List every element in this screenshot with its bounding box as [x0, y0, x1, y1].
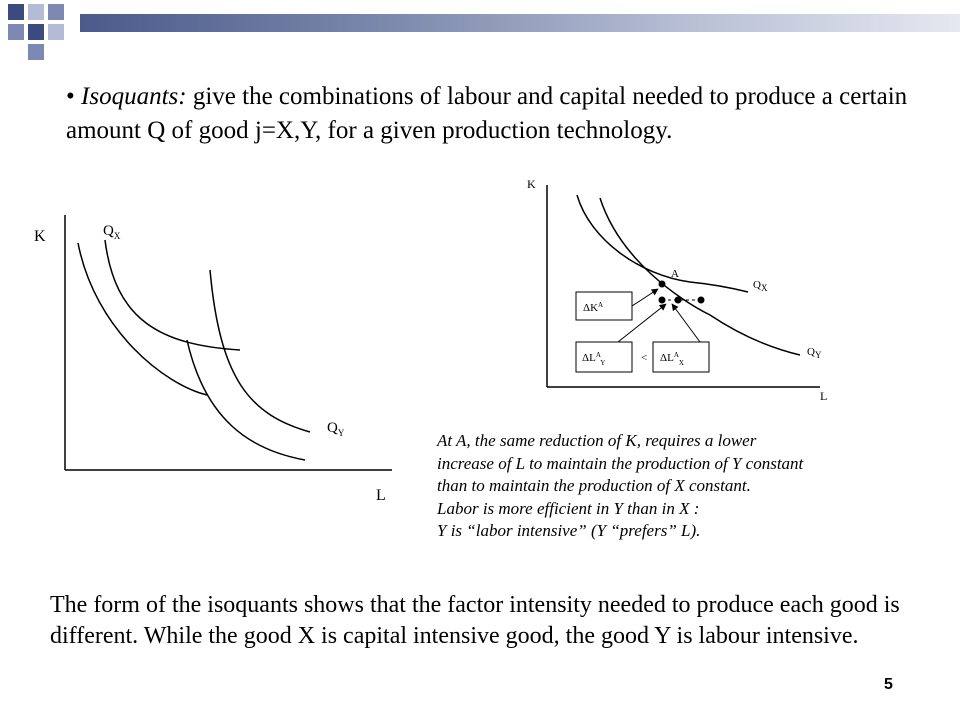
box-delta-ly-text: $\Delta L^A_Y$: [582, 351, 606, 367]
title-rest: give the combinations of labour and capital needed to produce a certain amount Q of good j=X,Y, for a given production technology.: [66, 83, 908, 144]
arrow-dk: [632, 289, 658, 306]
left-y-axis-label: K: [34, 228, 46, 245]
arrow-dlx: [672, 304, 700, 342]
left-qy-label: $Q_Y$: [327, 420, 345, 438]
note-line: At A, the same reduction of K, requires a lower: [437, 431, 757, 450]
right-qy-label: $Q_Y$: [807, 346, 822, 360]
explanation-note: [437, 430, 937, 543]
right-curve-qy: [600, 198, 800, 355]
title-lead: Isoquants:: [81, 83, 187, 110]
less-than-sign: <: [641, 352, 648, 364]
left-x-axis-label: L: [376, 487, 386, 504]
right-point-a-label: A: [671, 268, 679, 280]
box-delta-lx-text: $\Delta L^A_X$: [660, 351, 684, 367]
left-qx-label: $Q_X$: [103, 223, 121, 241]
right-curve-qx: [577, 195, 748, 292]
right-x-axis-label: L: [820, 389, 828, 403]
note-line: increase of L to maintain the production of Y constant: [437, 453, 804, 473]
title-bullet: •: [66, 83, 75, 110]
conclusion-text: The form of the isoquants shows that the factor intensity needed to produce each good is different. While the good X is capital intensive good, the good Y is labour intensive.: [50, 592, 900, 649]
right-y-axis-label: K: [527, 177, 536, 191]
right-qx-label: $Q_X$: [753, 279, 768, 293]
right-point-a: [659, 281, 666, 288]
note-line: Labor is more efficient in Y than in X :: [437, 498, 700, 518]
box-delta-k-text: $\Delta K^A$: [583, 301, 604, 314]
note-line: Y is “labor intensive” (Y “prefers” L).: [437, 521, 701, 540]
note-line: than to maintain the production of X constant.: [437, 476, 751, 495]
page-number: 5: [884, 676, 893, 693]
